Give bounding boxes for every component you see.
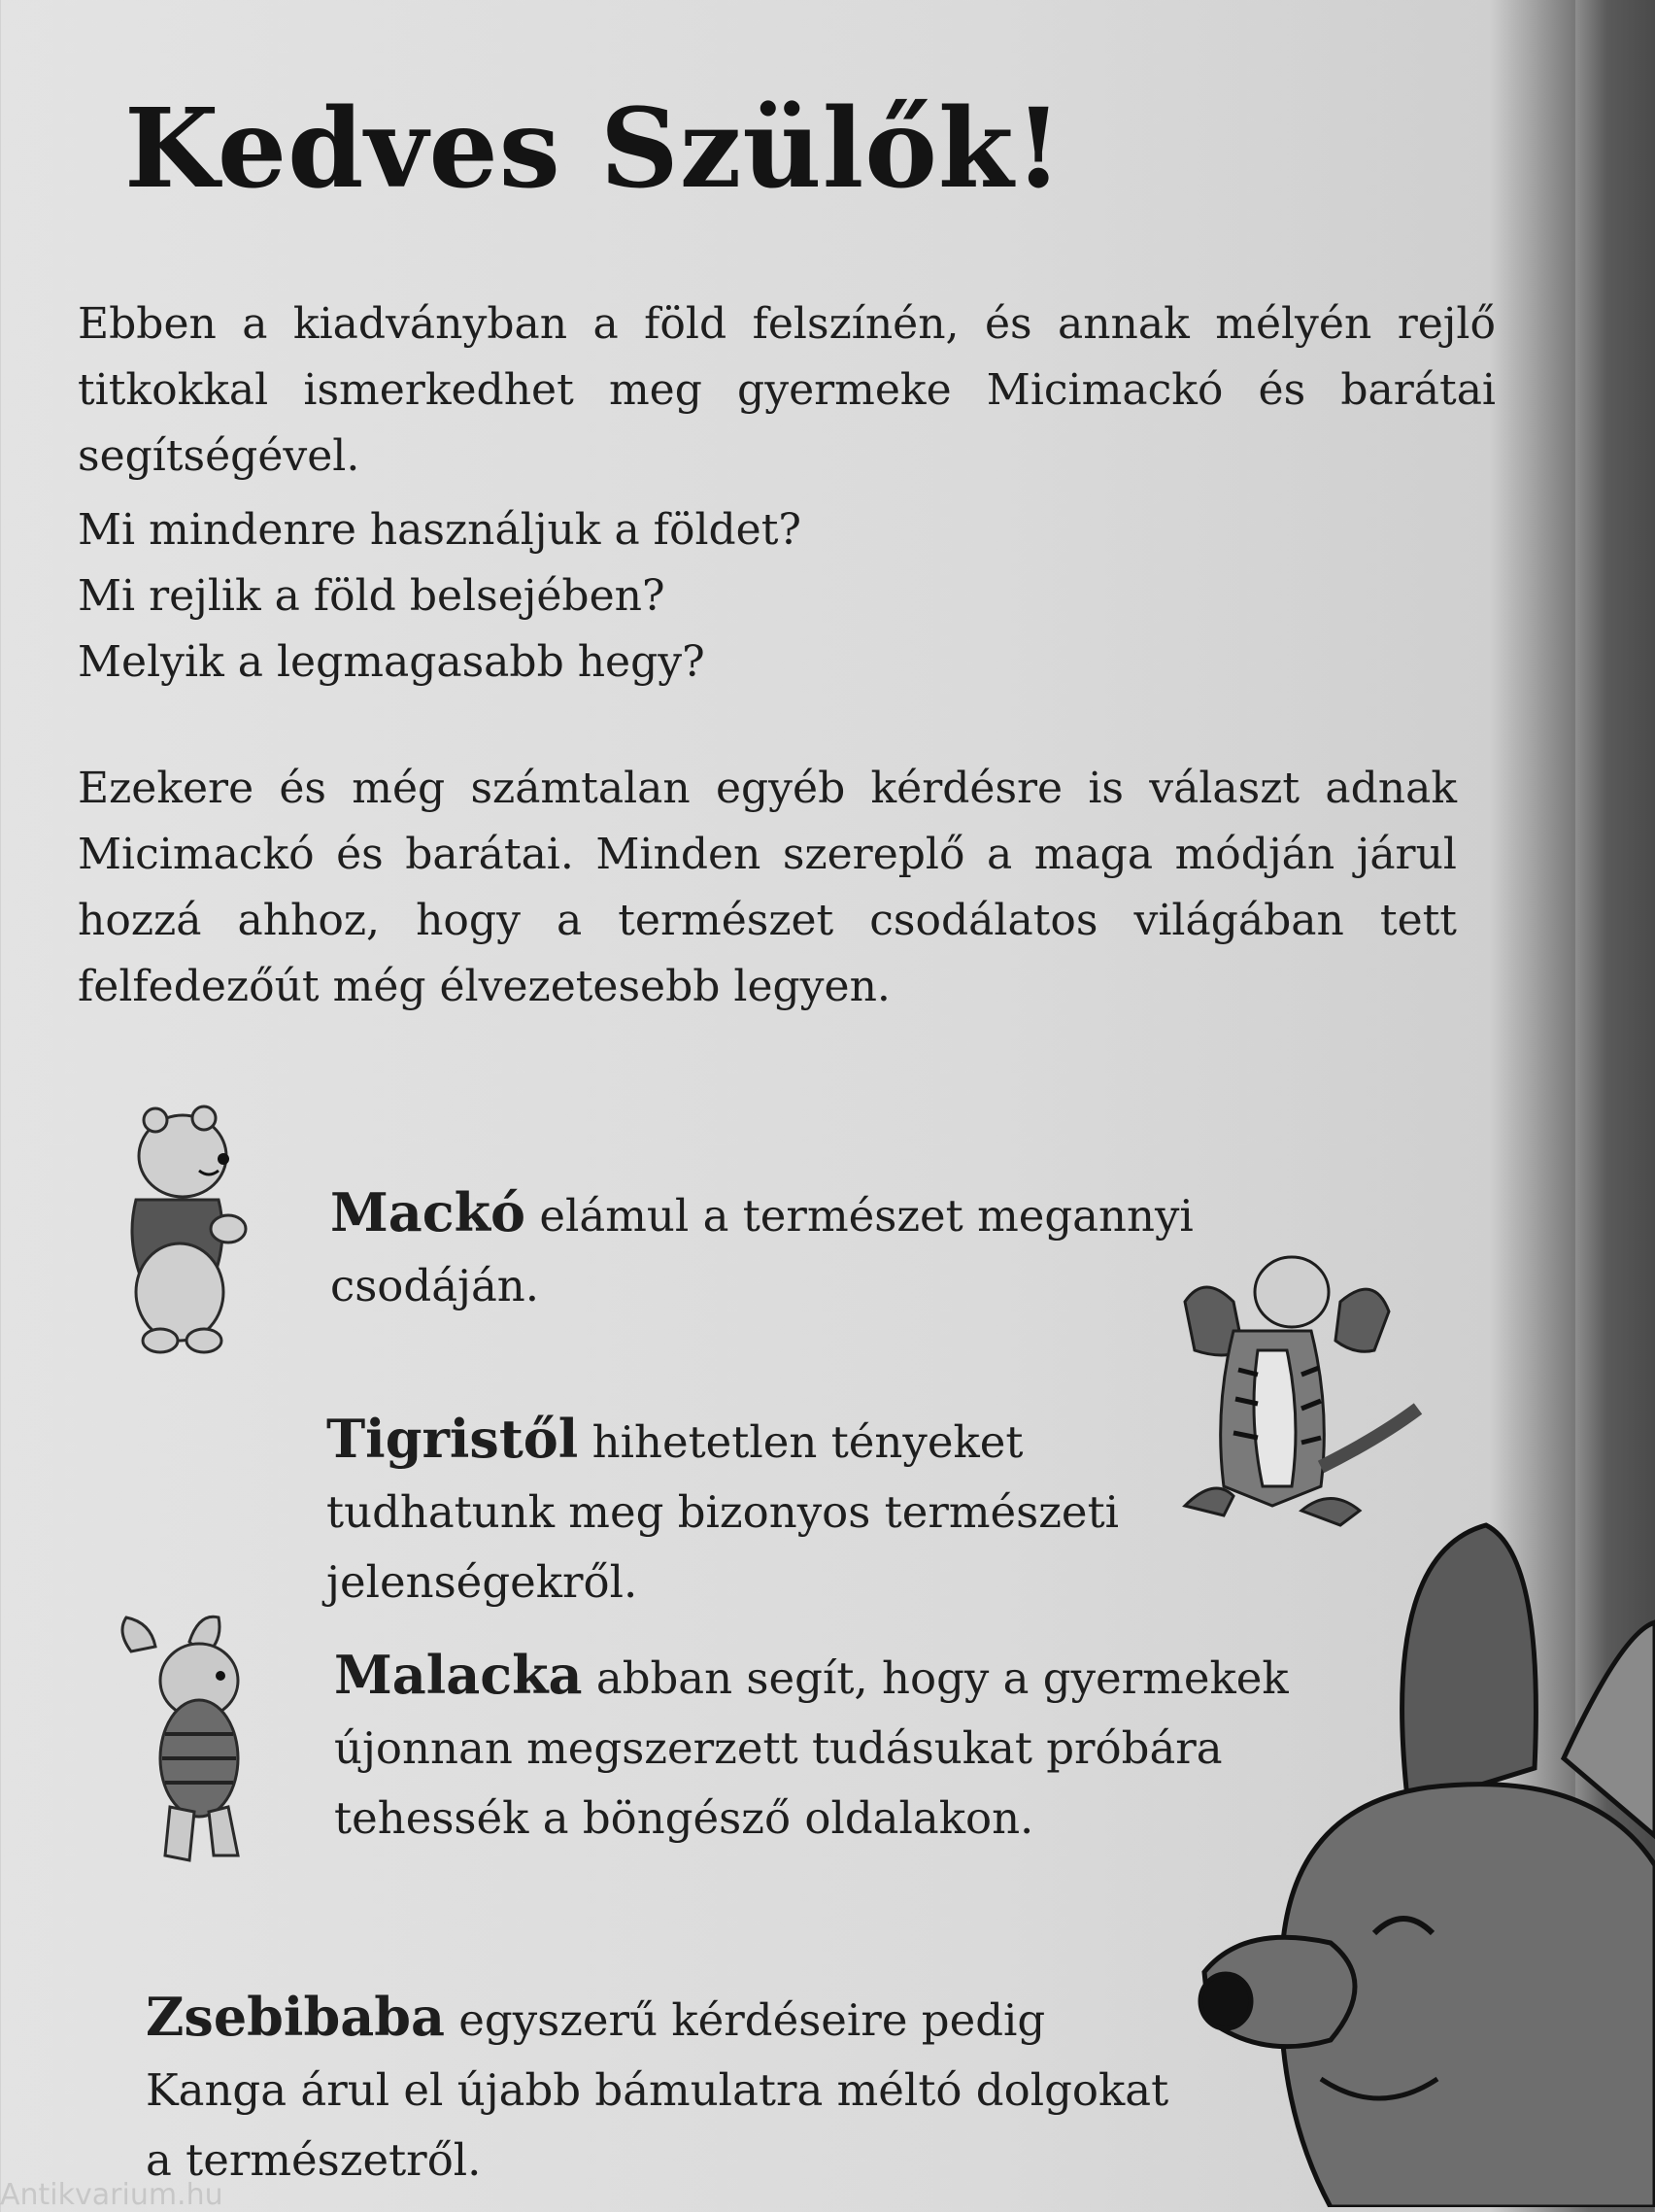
character-name: Tigristől: [326, 1408, 579, 1470]
pooh-icon: [107, 1093, 253, 1365]
character-roo-text: [146, 1982, 1175, 2195]
character-description: egyszerű kérdéseire pedig Kanga árul el újabb bámulatra méltó dolgokat a természetről.: [146, 1994, 1169, 2186]
watermark-text: Antikvarium.hu: [0, 2178, 223, 2212]
question-item: Mi mindenre használjuk a földet?: [78, 505, 801, 555]
character-piglet-text: [334, 1640, 1305, 1854]
question-item: Mi rejlik a föld belsejében?: [78, 571, 665, 621]
character-tigger-text: [326, 1404, 1181, 1617]
roo-icon: [1185, 1515, 1655, 2207]
character-description: hihetetlen tényeket tudhatunk meg bizonyos természeti jelenségekről.: [326, 1416, 1120, 1608]
character-description: elámul a természet megannyi csodáján.: [330, 1190, 1194, 1311]
answer-paragraph: Ezekere és még számtalan egyéb kérdésre is választ adnak Micimackó és barátai. Minden szereplő a maga módján járul hozzá ahhoz, hogy a természet csodálatos világában tett felfedezőút még élvezetesebb legyen.: [78, 764, 1457, 1011]
character-name: Zsebibaba: [146, 1986, 445, 2048]
character-name: Malacka: [334, 1644, 583, 1706]
character-description: abban segít, hogy a gyermekek újonnan megszerzett tudásukat próbára tehessék a böngésző oldalakon.: [334, 1652, 1289, 1844]
character-name: Mackó: [330, 1181, 526, 1243]
piglet-icon: [112, 1613, 257, 1875]
tigger-icon: [1165, 1243, 1428, 1535]
page-title: Kedves Szülők!: [124, 85, 1064, 213]
character-pooh-text: [330, 1177, 1301, 1321]
intro-paragraph: Ebben a kiadványban a föld felszínén, és annak mélyén rejlő titkokkal ismerkedhet meg gyermeke Micimackó és barátai segítségével.: [78, 299, 1496, 481]
question-item: Melyik a legmagasabb hegy?: [78, 637, 705, 687]
